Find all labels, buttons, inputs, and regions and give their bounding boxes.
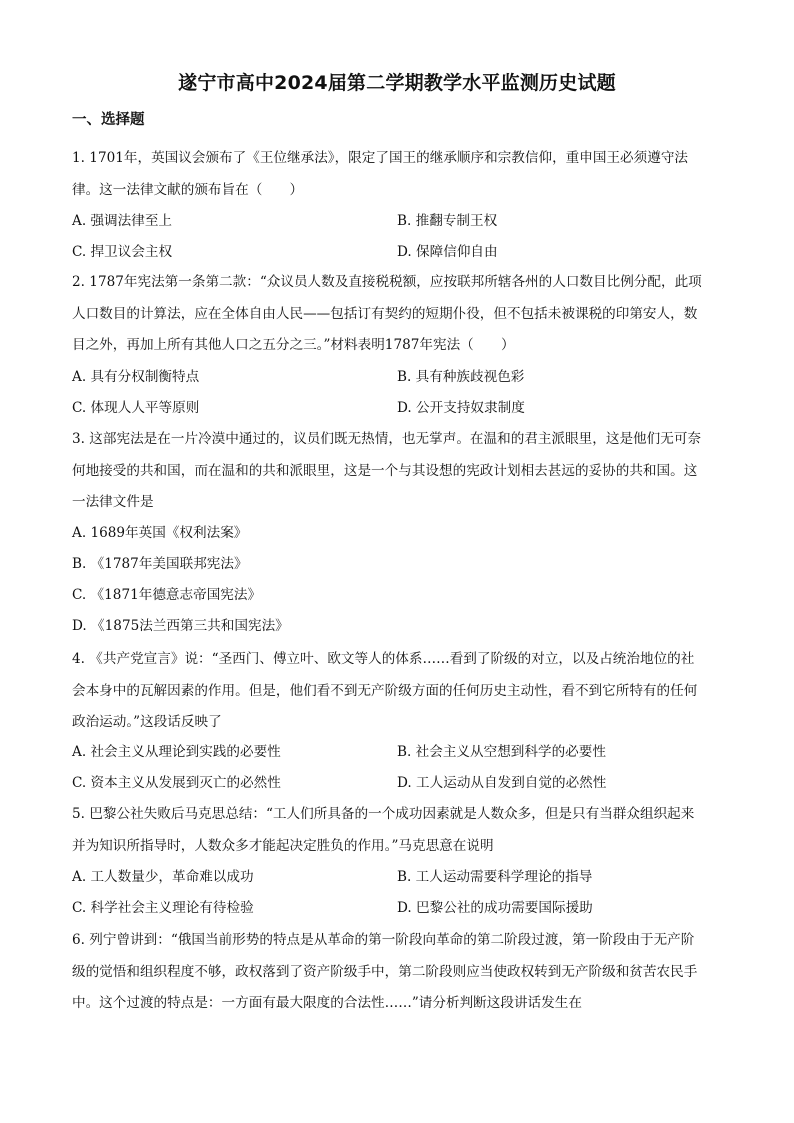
question-4-line-1: 4. 《共产党宣言》说：“圣西门、傅立叶、欧文等人的体系……看到了阶级的对立，以及占统治地位的社 [72, 651, 695, 667]
question-4-line-3: 政治运动。”这段话反映了 [72, 714, 222, 730]
question-5-line-2: 并为知识所指导时，人数众多才能起决定胜负的作用。”马克思意在说明 [72, 837, 494, 854]
option-c[interactable]: C. 《1871年德意志帝国宪法》 [72, 587, 262, 603]
question-2-line-2: 人口数目的计算法，应在全体自由人民——包括订有契约的短期仆役，但不包括未被课税的印第安人，数 [72, 305, 698, 322]
question-6-line-1: 6. 列宁曾讲到：“俄国当前形势的特点是从革命的第一阶段向革命的第二阶段过渡，第一阶段由于无产阶 [72, 932, 695, 948]
question-4-line-2: 会本身中的瓦解因素的作用。但是，他们看不到无产阶级方面的任何历史主动性，看不到它所特有的任何 [72, 682, 698, 699]
question-1-line-1: 1. 1701年，英国议会颁布了《王位继承法》，限定了国王的继承顺序和宗教信仰，重申国王必须遵守法 [72, 150, 689, 166]
option-b[interactable]: B. 具有种族歧视色彩 [397, 369, 525, 385]
question-4-options [72, 737, 732, 799]
option-d[interactable]: D. 保障信仰自由 [397, 244, 498, 260]
question-1 [72, 143, 722, 206]
question-2-line-1: 2. 1787年宪法第一条第二款：“众议员人数及直接税税额，应按联邦所辖各州的人口数目比例分配，此项 [72, 274, 702, 290]
question-3-line-3: 一法律文件是 [72, 494, 154, 510]
question-2 [72, 267, 722, 362]
option-c[interactable]: C. 科学社会主义理论有待检验 [72, 900, 254, 916]
option-a[interactable]: A. 强调法律至上 [72, 213, 173, 229]
option-c[interactable]: C. 捍卫议会主权 [72, 244, 173, 260]
question-6 [72, 925, 722, 1020]
question-5-line-1: 5. 巴黎公社失败后马克思总结：“工人们所具备的一个成功因素就是人数众多，但是只有当群众组织起来 [72, 806, 695, 822]
option-d[interactable]: D. 巴黎公社的成功需要国际援助 [397, 900, 593, 916]
question-4 [72, 644, 722, 739]
question-6-line-3: 中。这个过渡的特点是：一方面有最大限度的合法性……”请分析判断这段讲话发生在 [72, 995, 582, 1011]
question-2-options [72, 362, 732, 424]
question-3-options [72, 518, 732, 642]
option-d[interactable]: D. 工人运动从自发到自觉的必然性 [397, 775, 607, 791]
option-c[interactable]: C. 体现人人平等原则 [72, 400, 200, 416]
section-heading: 一、选择题 [72, 112, 145, 128]
question-3-line-2: 何地接受的共和国，而在温和的共和派眼里，这是一个与其设想的宪政计划相去甚远的妥协的共和国。这 [72, 462, 698, 479]
question-3 [72, 424, 722, 519]
page-title: 遂宁市高中2024届第二学期教学水平监测历史试题 [178, 72, 616, 94]
question-3-line-1: 3. 这部宪法是在一片冷漠中通过的，议员们既无热情，也无掌声。在温和的君主派眼里，这是他们无可奈 [72, 431, 702, 447]
question-5-options [72, 862, 732, 924]
option-a[interactable]: A. 社会主义从理论到实践的必要性 [72, 744, 281, 760]
option-b[interactable]: B. 工人运动需要科学理论的指导 [397, 869, 593, 885]
option-b[interactable]: B. 《1787年美国联邦宪法》 [72, 556, 248, 572]
question-1-line-2: 律。这一法律文献的颁布旨在（ ） [72, 181, 304, 198]
question-5 [72, 799, 722, 862]
option-b[interactable]: B. 推翻专制王权 [397, 213, 498, 229]
option-c[interactable]: C. 资本主义从发展到灭亡的必然性 [72, 775, 281, 791]
option-b[interactable]: B. 社会主义从空想到科学的必要性 [397, 744, 606, 760]
option-a[interactable]: A. 1689年英国《权利法案》 [72, 525, 248, 541]
question-1-options [72, 206, 732, 268]
option-d[interactable]: D. 《1875法兰西第三共和国宪法》 [72, 618, 289, 634]
option-a[interactable]: A. 工人数量少，革命难以成功 [72, 869, 254, 885]
question-6-line-2: 级的觉悟和组织程度不够，政权落到了资产阶级手中，第二阶段则应当使政权转到无产阶级和贫苦农民手 [72, 963, 698, 980]
question-2-line-3: 目之外，再加上所有其他人口之五分之三。”材料表明1787年宪法（ ） [72, 337, 515, 353]
option-a[interactable]: A. 具有分权制衡特点 [72, 369, 200, 385]
option-d[interactable]: D. 公开支持奴隶制度 [397, 400, 525, 416]
